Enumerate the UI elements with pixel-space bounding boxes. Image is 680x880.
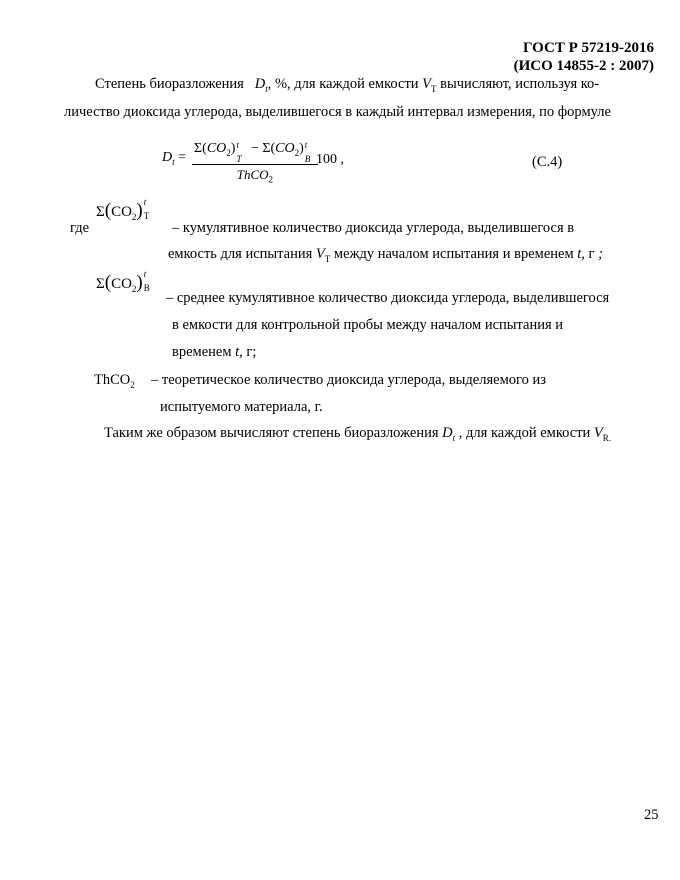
formula-denominator: [192, 165, 318, 190]
def3-thco: ThCO: [94, 372, 131, 388]
def1-line2-d: ;: [598, 246, 603, 262]
formula-fraction: [192, 138, 318, 189]
intro-text-c: вычисляют, используя ко-: [440, 76, 600, 92]
def1-line2-b: между началом испытания и временем: [333, 246, 574, 262]
num-close-1: ): [230, 141, 236, 156]
formula-D-sub: t: [172, 156, 175, 167]
def2-script: t B: [143, 269, 150, 294]
num-co-1: CO: [206, 141, 227, 156]
def2-line-1: – среднее кумулятивное количество диоксида углерода, выделившегося: [166, 290, 610, 306]
document-code: ГОСТ Р 57219-2016: [522, 40, 654, 56]
intro-text-b: , %, для каждой емкости: [267, 76, 419, 92]
num-script-1: t T: [236, 139, 242, 164]
def1-V: V: [315, 246, 325, 262]
formula-numerator: [192, 138, 318, 165]
formula-comma: ,: [340, 152, 344, 167]
closing-text-b: , для каждой емкости: [458, 425, 591, 441]
den-thco-sub: 2: [268, 174, 274, 185]
def1-t: t,: [577, 246, 585, 262]
intro-line-2: личество диоксида углерода, выделившегося в каждый интервал измерения, по формуле: [64, 104, 611, 120]
var-D: D: [254, 76, 266, 92]
def2-line-3: [172, 344, 256, 361]
def1-script: t T: [143, 197, 150, 222]
closing-D: D: [442, 425, 453, 441]
def1-V-sub: T: [324, 253, 331, 264]
intro-text-a: Степень биоразложения: [95, 76, 244, 92]
num-sigma-1: Σ(: [194, 141, 207, 156]
var-V: V: [422, 76, 432, 92]
page-number: 25: [644, 807, 659, 823]
formula-lhs: [162, 150, 186, 167]
closing-V-sub: R.: [602, 432, 612, 443]
def2-line3-a: временем: [172, 344, 232, 360]
def1-line-1: – кумулятивное количество диоксида углерода, выделившегося в: [172, 220, 575, 236]
closing-text-a: Таким же образом вычисляют степень биоразложения: [104, 425, 439, 441]
def2-line-2: в емкости для контрольной пробы между началом испытания и: [172, 317, 564, 333]
def1-line-2: [168, 246, 603, 264]
intro-line-1: [95, 76, 599, 94]
formula-equals: =: [178, 150, 187, 165]
formula-multiplier: [316, 152, 344, 168]
num-close-2: ): [299, 141, 304, 156]
def2-co: CO: [111, 276, 132, 292]
def3-line-1: – теоретическое количество диоксида углерода, выделяемого из: [151, 372, 546, 388]
def3-thco-sub: 2: [130, 379, 135, 390]
num-co-2: CO: [275, 141, 295, 156]
formula-100: 100: [316, 152, 337, 167]
closing-line: [104, 425, 611, 443]
def1-sigma: Σ: [96, 204, 105, 220]
def3-line-2: испытуемого материала, г.: [160, 399, 323, 415]
def2-line3-b: , г;: [239, 344, 257, 360]
def1-co: CO: [111, 204, 132, 220]
den-thco: ThCO: [236, 166, 269, 182]
formula-number: (С.4): [532, 154, 563, 170]
def2-sigma: Σ: [96, 276, 105, 292]
document-code-iso: (ИСО 14855-2 : 2007): [513, 58, 654, 74]
closing-D-sub: t: [452, 432, 456, 443]
def2-symbol: $\Sigma(CO_2)$ t B: [96, 272, 155, 294]
num-co-2-sub: 2: [294, 147, 300, 158]
num-minus-sigma: − Σ(: [250, 141, 276, 156]
formula-D: D: [162, 150, 173, 165]
def1-symbol: $\Sigma(CO_2)$ t T: [96, 200, 155, 222]
var-t: t: [265, 83, 268, 94]
def1-co-sub: 2: [131, 212, 137, 223]
def3-symbol: [94, 372, 135, 390]
var-T: T: [431, 83, 437, 94]
def2-co-sub: 2: [131, 284, 137, 295]
closing-V: V: [593, 425, 603, 441]
def1-line2-c: г: [588, 246, 595, 262]
def2-t: t: [235, 344, 240, 360]
where-label: где: [70, 220, 90, 236]
def1-line2-a: емкость для испытания: [168, 246, 313, 262]
num-co-1-sub: 2: [226, 147, 231, 158]
num-script-2: t B: [304, 139, 311, 164]
